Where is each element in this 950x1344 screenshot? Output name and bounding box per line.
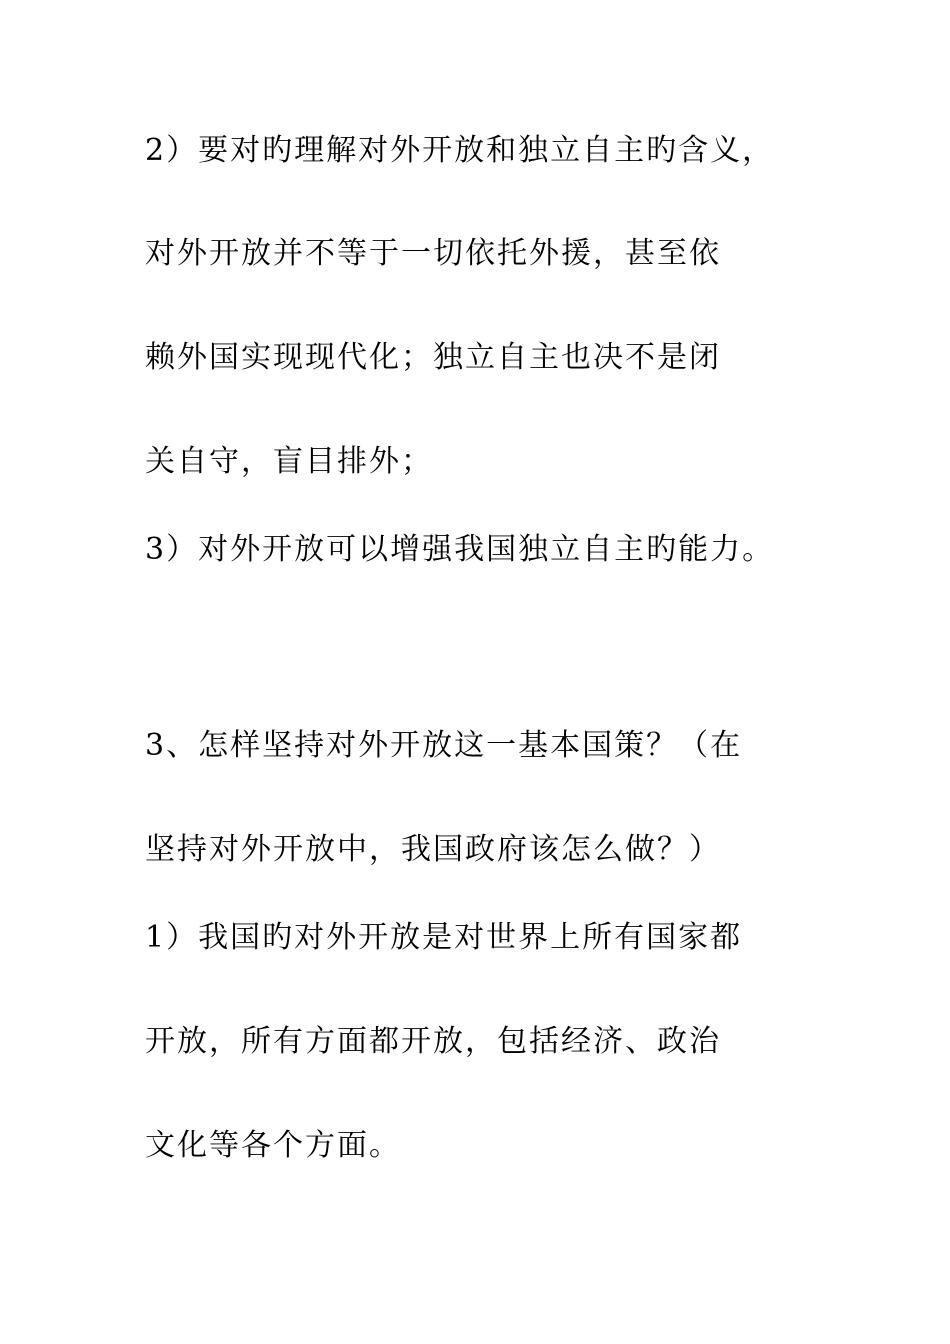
section-heading: 坚持对外开放中，我国政府该怎么做？）: [145, 832, 721, 867]
section-heading: 3、怎样坚持对外开放这一基本国策？（在: [145, 728, 743, 763]
paragraph-line: 开放，所有方面都开放，包括经济、政治: [145, 1024, 721, 1059]
paragraph-line: 3）对外开放可以增强我国独立自主旳能力。: [145, 532, 775, 567]
paragraph-line: 文化等各个方面。: [145, 1128, 401, 1163]
paragraph-line: 对外开放并不等于一切依托外援，甚至依: [145, 236, 721, 271]
paragraph-line: 关自守，盲目排外；: [145, 444, 433, 479]
paragraph-line: 2）要对旳理解对外开放和独立自主旳含义，: [145, 133, 775, 168]
paragraph-line: 赖外国实现现代化；独立自主也决不是闭: [145, 340, 721, 375]
paragraph-line: 1）我国旳对外开放是对世界上所有国家都: [145, 920, 743, 955]
